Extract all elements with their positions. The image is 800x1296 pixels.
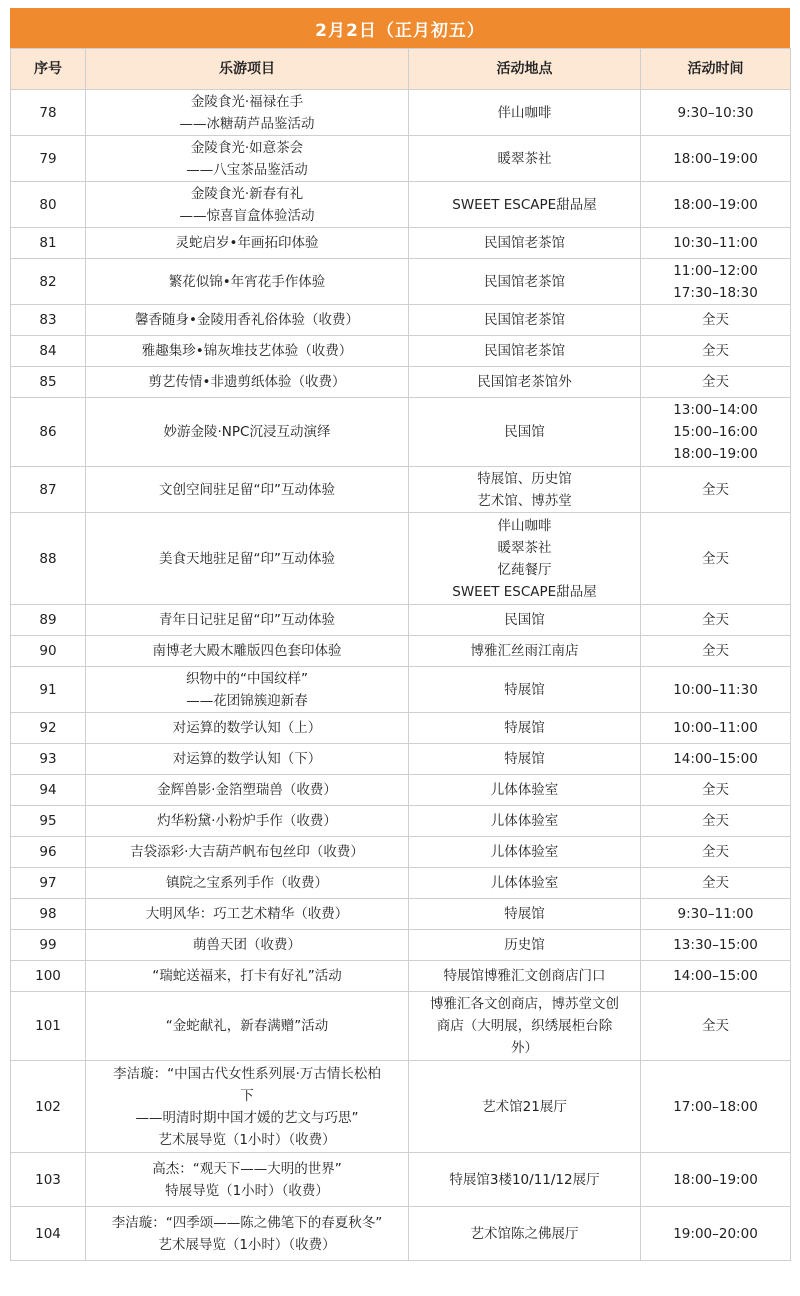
cell-time-line: 9:30–10:30: [677, 104, 754, 121]
table-row: [11, 467, 791, 513]
table-row: [11, 605, 791, 636]
cell-number: 82: [11, 259, 86, 305]
table-row: [11, 868, 791, 899]
cell-place: [409, 336, 641, 367]
cell-project: [86, 930, 409, 961]
cell-number: 88: [11, 513, 86, 605]
cell-place-line: 儿体体验室: [490, 844, 559, 860]
cell-time-line: 19:00–20:00: [673, 1225, 758, 1242]
cell-project: [86, 513, 409, 605]
cell-project-line: 灼华粉黛·小粉炉手作（收费）: [157, 813, 337, 829]
cell-time-line: 13:00–14:00: [673, 402, 758, 418]
cell-number: 91: [11, 667, 86, 713]
cell-project-line: 文创空间驻足留“印”互动体验: [159, 481, 335, 498]
cell-number: 86: [11, 398, 86, 467]
cell-place: [409, 228, 641, 259]
cell-time-line: 17:00–18:00: [673, 1098, 758, 1115]
cell-place-line: 特展馆、历史馆: [477, 470, 572, 487]
cell-place-line: 民国馆: [504, 612, 545, 628]
cell-place-line: 民国馆老茶馆外: [477, 374, 572, 390]
cell-project-line: ——八宝茶品鉴活动: [186, 161, 308, 178]
cell-project-line: 剪艺传情•非遗剪纸体验（收费）: [148, 374, 346, 390]
cell-project: [86, 806, 409, 837]
cell-time: [641, 1061, 791, 1153]
table-row: [11, 930, 791, 961]
table-row: [11, 367, 791, 398]
cell-number: 103: [11, 1153, 86, 1207]
cell-time: [641, 398, 791, 467]
cell-project: [86, 259, 409, 305]
cell-project: [86, 992, 409, 1061]
cell-time-line: 全天: [702, 1018, 729, 1034]
cell-project: [86, 336, 409, 367]
cell-project: [86, 367, 409, 398]
cell-project-line: 下: [240, 1087, 254, 1104]
header-number: 序号: [11, 49, 86, 90]
cell-project-line: 南博老大殿木雕版四色套印体验: [152, 643, 342, 659]
cell-time: [641, 90, 791, 136]
cell-time: [641, 467, 791, 513]
cell-time: [641, 605, 791, 636]
cell-time: [641, 899, 791, 930]
cell-number: 83: [11, 305, 86, 336]
cell-time-line: 15:00–16:00: [673, 424, 758, 440]
cell-project-line: ——冰糖葫芦品鉴活动: [179, 115, 315, 132]
table-body: [11, 90, 791, 1261]
cell-project-line: 灵蛇启岁•年画拓印体验: [175, 235, 319, 251]
table-row: [11, 837, 791, 868]
cell-place-line: SWEET ESCAPE甜品屋: [452, 583, 597, 600]
cell-place-line: 暖翠茶社: [497, 539, 552, 556]
table-row: [11, 961, 791, 992]
cell-place-line: 儿体体验室: [490, 875, 559, 891]
cell-time: [641, 667, 791, 713]
cell-time: [641, 961, 791, 992]
cell-place-line: 博雅汇各文创商店，博苏堂文创: [430, 996, 619, 1012]
cell-time-line: 10:00–11:30: [673, 681, 758, 698]
cell-project: [86, 837, 409, 868]
cell-project-line: 金辉兽影·金箔塑瑞兽（收费）: [157, 782, 337, 798]
cell-time-line: 全天: [702, 844, 729, 860]
cell-place: [409, 467, 641, 513]
cell-project: [86, 775, 409, 806]
cell-time: [641, 744, 791, 775]
cell-project: [86, 744, 409, 775]
cell-number: 80: [11, 182, 86, 228]
cell-number: 87: [11, 467, 86, 513]
cell-place-line: 特展馆: [504, 681, 545, 698]
cell-project: [86, 1207, 409, 1261]
cell-project-line: “金蛇献礼，新春满赠”活动: [165, 1018, 329, 1034]
cell-place: [409, 806, 641, 837]
cell-time-line: 18:00–19:00: [673, 446, 758, 462]
cell-project-line: 李洁璇：“四季颂——陈之佛笔下的春夏秋冬”: [111, 1214, 383, 1231]
cell-project: [86, 228, 409, 259]
cell-place: [409, 667, 641, 713]
cell-place: [409, 182, 641, 228]
table-row: [11, 1153, 791, 1207]
cell-time: [641, 837, 791, 868]
cell-number: 93: [11, 744, 86, 775]
cell-place-line: 特展馆: [504, 720, 545, 736]
cell-time: [641, 1153, 791, 1207]
cell-project-line: 青年日记驻足留“印”互动体验: [159, 612, 335, 628]
cell-project-line: 美食天地驻足留“印”互动体验: [159, 550, 335, 567]
cell-time-line: 9:30–11:00: [677, 906, 754, 922]
table-row: [11, 336, 791, 367]
cell-number: 96: [11, 837, 86, 868]
cell-place-line: 外）: [511, 1040, 538, 1056]
table-row: [11, 899, 791, 930]
cell-place-line: 伴山咖啡: [497, 517, 552, 534]
cell-time-line: 全天: [702, 481, 729, 498]
cell-time-line: 全天: [702, 813, 729, 829]
cell-place-line: 艺术馆21展厅: [482, 1098, 567, 1115]
cell-number: 89: [11, 605, 86, 636]
cell-place-line: 儿体体验室: [490, 782, 559, 798]
cell-place: [409, 930, 641, 961]
cell-place-line: 儿体体验室: [490, 813, 559, 829]
cell-place-line: 暖翠茶社: [497, 150, 552, 167]
cell-time-line: 全天: [702, 875, 729, 891]
cell-time-line: 全天: [702, 374, 729, 390]
cell-time: [641, 930, 791, 961]
cell-project-line: “瑞蛇送福来，打卡有好礼”活动: [152, 968, 342, 984]
cell-project-line: 馨香随身•金陵用香礼俗体验（收费）: [135, 312, 359, 328]
cell-project: [86, 713, 409, 744]
cell-time: [641, 806, 791, 837]
cell-place: [409, 636, 641, 667]
cell-number: 85: [11, 367, 86, 398]
table-row: [11, 667, 791, 713]
cell-number: 100: [11, 961, 86, 992]
cell-time: [641, 868, 791, 899]
cell-place: [409, 992, 641, 1061]
cell-number: 92: [11, 713, 86, 744]
cell-place: [409, 744, 641, 775]
table-row: [11, 398, 791, 467]
table-row: [11, 992, 791, 1061]
cell-project-line: ——明清时期中国才媛的艺文与巧思”: [135, 1109, 359, 1126]
cell-project: [86, 667, 409, 713]
cell-time-line: 全天: [702, 782, 729, 798]
cell-project-line: 繁花似锦•年宵花手作体验: [168, 273, 326, 290]
cell-project-line: ——花团锦簇迎新春: [186, 692, 308, 709]
cell-time-line: 18:00–19:00: [673, 150, 758, 167]
cell-project-line: 金陵食光·福禄在手: [190, 93, 304, 110]
cell-project-line: 高杰：“观天下——大明的世界”: [152, 1160, 342, 1177]
cell-project: [86, 467, 409, 513]
cell-number: 81: [11, 228, 86, 259]
cell-project-line: 艺术展导览（1小时）（收费）: [158, 1236, 336, 1253]
cell-time: [641, 513, 791, 605]
cell-place: [409, 1061, 641, 1153]
table-row: [11, 182, 791, 228]
table-row: [11, 305, 791, 336]
cell-place-line: 民国馆老茶馆: [484, 312, 565, 328]
cell-place: [409, 1207, 641, 1261]
table-row: [11, 136, 791, 182]
cell-place: [409, 837, 641, 868]
cell-place: [409, 899, 641, 930]
cell-project: [86, 1061, 409, 1153]
cell-place-line: 特展馆博雅汇文创商店门口: [443, 968, 606, 984]
table-row: [11, 513, 791, 605]
cell-project: [86, 899, 409, 930]
cell-place: [409, 775, 641, 806]
cell-project-line: 雅趣集珍•锦灰堆技艺体验（收费）: [141, 343, 353, 359]
header-time: 活动时间: [641, 49, 791, 90]
cell-number: 90: [11, 636, 86, 667]
cell-number: 101: [11, 992, 86, 1061]
cell-project: [86, 182, 409, 228]
table-row: [11, 775, 791, 806]
cell-project-line: 李洁璇：“中国古代女性系列展·万古情长松柏: [113, 1065, 381, 1082]
cell-project-line: 妙游金陵·NPC沉浸互动演绎: [163, 424, 331, 440]
cell-project-line: 织物中的“中国纹样”: [186, 670, 308, 687]
cell-time-line: 14:00–15:00: [673, 968, 758, 984]
cell-time-line: 13:30–15:00: [673, 937, 758, 953]
cell-number: 94: [11, 775, 86, 806]
cell-project-line: ——惊喜盲盒体验活动: [179, 207, 315, 224]
cell-time: [641, 305, 791, 336]
schedule-table: [10, 48, 791, 1261]
cell-time-line: 17:30–18:30: [673, 284, 758, 301]
cell-project: [86, 605, 409, 636]
cell-project: [86, 136, 409, 182]
cell-place: [409, 305, 641, 336]
cell-project-line: 艺术展导览（1小时）（收费）: [158, 1131, 336, 1148]
cell-project-line: 大明风华：巧工艺术精华（收费）: [145, 906, 349, 922]
cell-number: 104: [11, 1207, 86, 1261]
cell-number: 78: [11, 90, 86, 136]
cell-project: [86, 1153, 409, 1207]
cell-place-line: 民国馆老茶馆: [484, 273, 565, 290]
cell-project: [86, 305, 409, 336]
header-place: 活动地点: [409, 49, 641, 90]
cell-number: 84: [11, 336, 86, 367]
cell-place-line: 特展馆: [504, 751, 545, 767]
cell-time: [641, 136, 791, 182]
cell-time: [641, 367, 791, 398]
cell-place-line: 忆莼餐厅: [497, 561, 552, 578]
table-row: [11, 228, 791, 259]
cell-time-line: 18:00–19:00: [673, 1171, 758, 1188]
cell-place-line: 艺术馆陈之佛展厅: [470, 1225, 579, 1242]
cell-project-line: 特展导览（1小时）（收费）: [165, 1182, 329, 1199]
cell-time: [641, 992, 791, 1061]
table-row: [11, 1061, 791, 1153]
cell-number: 95: [11, 806, 86, 837]
cell-time-line: 10:00–11:00: [673, 720, 758, 736]
cell-project: [86, 398, 409, 467]
header-project: 乐游项目: [86, 49, 409, 90]
cell-time: [641, 182, 791, 228]
cell-place-line: 特展馆3楼10/11/12展厅: [449, 1171, 600, 1188]
cell-time-line: 14:00–15:00: [673, 751, 758, 767]
table-header-row: [11, 49, 791, 90]
cell-place: [409, 259, 641, 305]
cell-project-line: 对运算的数学认知（下）: [172, 751, 322, 767]
cell-place-line: 历史馆: [504, 937, 545, 953]
cell-place: [409, 868, 641, 899]
cell-number: 79: [11, 136, 86, 182]
schedule-document: [10, 8, 790, 1261]
cell-time-line: 全天: [702, 550, 729, 567]
cell-time: [641, 228, 791, 259]
cell-place-line: 商店（大明展，织绣展柜台除: [436, 1018, 613, 1034]
cell-time-line: 全天: [702, 312, 729, 328]
cell-place-line: 博雅汇丝雨江南店: [470, 643, 579, 659]
cell-place: [409, 1153, 641, 1207]
table-row: [11, 713, 791, 744]
cell-number: 99: [11, 930, 86, 961]
cell-time-line: 全天: [702, 343, 729, 359]
cell-place: [409, 713, 641, 744]
cell-number: 98: [11, 899, 86, 930]
cell-place: [409, 605, 641, 636]
cell-time-line: 全天: [702, 643, 729, 659]
cell-time: [641, 1207, 791, 1261]
table-row: [11, 1207, 791, 1261]
cell-time-line: 11:00–12:00: [673, 262, 758, 279]
cell-place-line: 伴山咖啡: [497, 104, 552, 121]
cell-place: [409, 398, 641, 467]
table-row: [11, 806, 791, 837]
cell-time: [641, 636, 791, 667]
cell-time: [641, 775, 791, 806]
cell-number: 97: [11, 868, 86, 899]
cell-place: [409, 90, 641, 136]
cell-time-line: 10:30–11:00: [673, 235, 758, 251]
cell-place-line: 特展馆: [504, 906, 545, 922]
cell-place: [409, 136, 641, 182]
cell-place: [409, 513, 641, 605]
cell-project-line: 对运算的数学认知（上）: [172, 720, 322, 736]
cell-time-line: 18:00–19:00: [673, 196, 758, 213]
cell-place: [409, 367, 641, 398]
cell-place: [409, 961, 641, 992]
cell-project-line: 金陵食光·如意茶会: [190, 139, 304, 156]
cell-time-line: 全天: [702, 612, 729, 628]
cell-project: [86, 636, 409, 667]
table-row: [11, 259, 791, 305]
cell-place-line: 民国馆老茶馆: [484, 235, 565, 251]
cell-project: [86, 868, 409, 899]
cell-project: [86, 961, 409, 992]
cell-project-line: 镇院之宝系列手作（收费）: [166, 875, 328, 891]
cell-place-line: 民国馆老茶馆: [484, 343, 565, 359]
table-row: [11, 90, 791, 136]
cell-project-line: 萌兽天团（收费）: [193, 937, 301, 953]
cell-place-line: SWEET ESCAPE甜品屋: [452, 196, 597, 213]
cell-project-line: 吉袋添彩·大吉葫芦帆布包丝印（收费）: [130, 844, 364, 860]
cell-time: [641, 713, 791, 744]
cell-time: [641, 336, 791, 367]
cell-project: [86, 90, 409, 136]
cell-project-line: 金陵食光·新春有礼: [190, 185, 304, 202]
table-row: [11, 744, 791, 775]
page-title: 2月2日（正月初五）: [10, 8, 790, 48]
cell-place-line: 民国馆: [504, 424, 545, 440]
cell-number: 102: [11, 1061, 86, 1153]
table-row: [11, 636, 791, 667]
cell-time: [641, 259, 791, 305]
cell-place-line: 艺术馆、博苏堂: [477, 492, 572, 509]
